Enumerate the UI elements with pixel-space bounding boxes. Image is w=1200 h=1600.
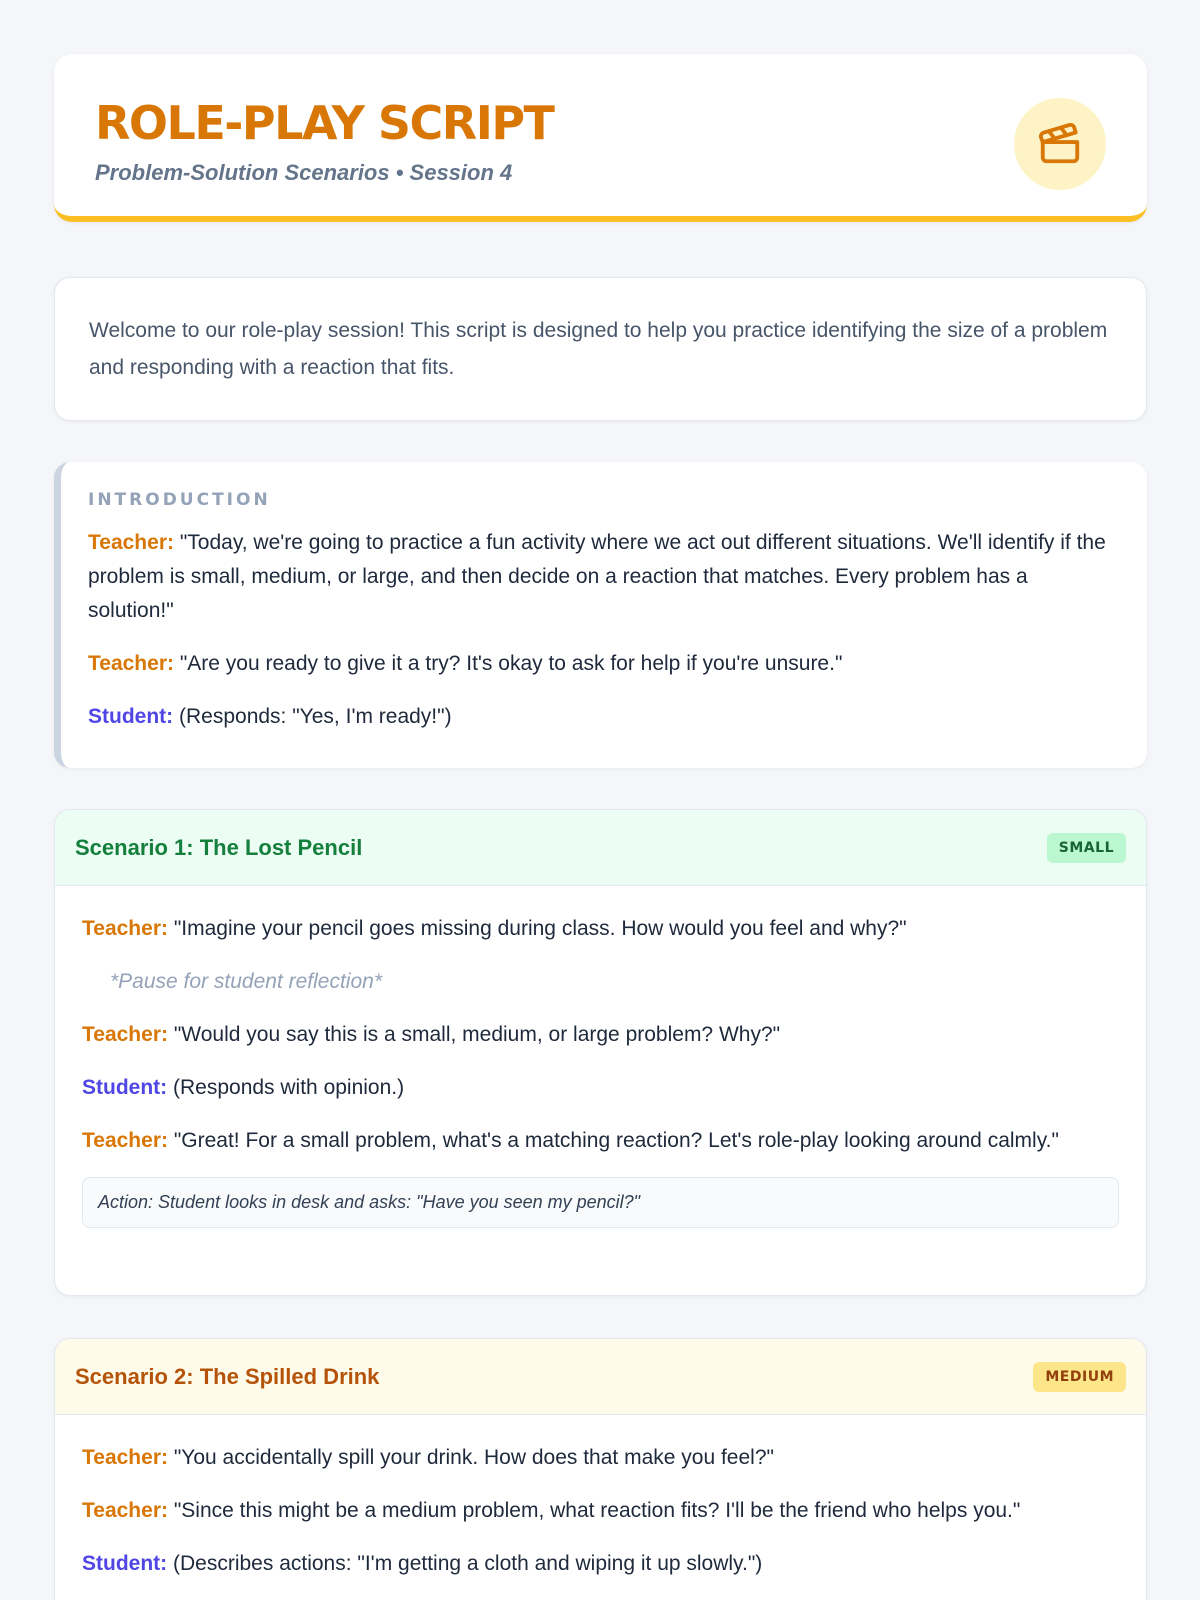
speaker-student: Student: bbox=[82, 1076, 168, 1099]
dialogue-line bbox=[82, 1494, 1119, 1528]
page-subtitle: Problem-Solution Scenarios • Session 4 bbox=[95, 160, 513, 185]
speaker-teacher: Teacher: bbox=[82, 1446, 168, 1469]
dialogue-text: (Describes actions: "I'm getting a cloth and wiping it up slowly.") bbox=[173, 1552, 763, 1575]
dialogue-text: "Great! For a small problem, what's a matching reaction? Let's role-play looking around calmly." bbox=[173, 1129, 1059, 1152]
dialogue-line bbox=[88, 526, 1119, 628]
pause-note: *Pause for student reflection* bbox=[110, 970, 382, 993]
scenario-title: Scenario 1: The Lost Pencil bbox=[75, 834, 363, 860]
dialogue-text: "You accidentally spill your drink. How does that make you feel?" bbox=[173, 1446, 774, 1469]
dialogue-text: "Are you ready to give it a try? It's okay to ask for help if you're unsure." bbox=[179, 652, 843, 675]
dialogue-line bbox=[82, 912, 1119, 946]
dialogue-text: "Since this might be a medium problem, what reaction fits? I'll be the friend who helps you." bbox=[173, 1499, 1021, 1522]
header-card bbox=[54, 54, 1147, 222]
size-badge: MEDIUM bbox=[1033, 1362, 1126, 1392]
dialogue-text: "Today, we're going to practice a fun activity where we act out different situations. We'll identify if the problem is small, medium, or large, and then decide on a reaction that matches. Every problem has a solution!" bbox=[88, 531, 1106, 622]
speaker-student: Student: bbox=[82, 1552, 168, 1575]
action-note: Action: Student looks in desk and asks: "Have you seen my pencil?" bbox=[82, 1177, 1119, 1228]
scenario-card-2 bbox=[54, 1338, 1147, 1600]
speaker-teacher: Teacher: bbox=[82, 917, 168, 940]
welcome-card bbox=[54, 277, 1147, 421]
scenario-body bbox=[55, 1415, 1146, 1581]
speaker-teacher: Teacher: bbox=[82, 1023, 168, 1046]
speaker-teacher: Teacher: bbox=[88, 531, 174, 554]
scenario-title: Scenario 2: The Spilled Drink bbox=[75, 1363, 380, 1389]
dialogue-line bbox=[88, 700, 1119, 734]
scenario-header bbox=[55, 810, 1146, 886]
dialogue-text: (Responds with opinion.) bbox=[173, 1076, 405, 1099]
dialogue-text: "Would you say this is a small, medium, or large problem? Why?" bbox=[173, 1023, 781, 1046]
dialogue-line bbox=[82, 1071, 1119, 1105]
speaker-teacher: Teacher: bbox=[82, 1129, 168, 1152]
dialogue-text: "Imagine your pencil goes missing during class. How would you feel and why?" bbox=[173, 917, 907, 940]
scenario-body bbox=[55, 886, 1146, 1228]
dialogue-line bbox=[82, 1441, 1119, 1475]
dialogue-line bbox=[82, 1547, 1119, 1581]
page-title: ROLE-PLAY SCRIPT bbox=[95, 96, 554, 150]
dialogue-line bbox=[88, 647, 1119, 681]
speaker-teacher: Teacher: bbox=[88, 652, 174, 675]
introduction-section bbox=[54, 462, 1147, 768]
section-label: INTRODUCTION bbox=[88, 490, 271, 510]
size-badge: SMALL bbox=[1047, 833, 1126, 863]
dialogue-line bbox=[82, 1018, 1119, 1052]
speaker-teacher: Teacher: bbox=[82, 1499, 168, 1522]
dialogue-line bbox=[82, 1124, 1119, 1158]
speaker-student: Student: bbox=[88, 705, 174, 728]
welcome-text: Welcome to our role-play session! This script is designed to help you practice identifying the size of a problem and responding with a reaction that fits. bbox=[89, 319, 1108, 379]
scenario-card-1 bbox=[54, 809, 1147, 1296]
dialogue-text: (Responds: "Yes, I'm ready!") bbox=[179, 705, 452, 728]
clapperboard-icon bbox=[1014, 98, 1106, 190]
scenario-header bbox=[55, 1339, 1146, 1415]
